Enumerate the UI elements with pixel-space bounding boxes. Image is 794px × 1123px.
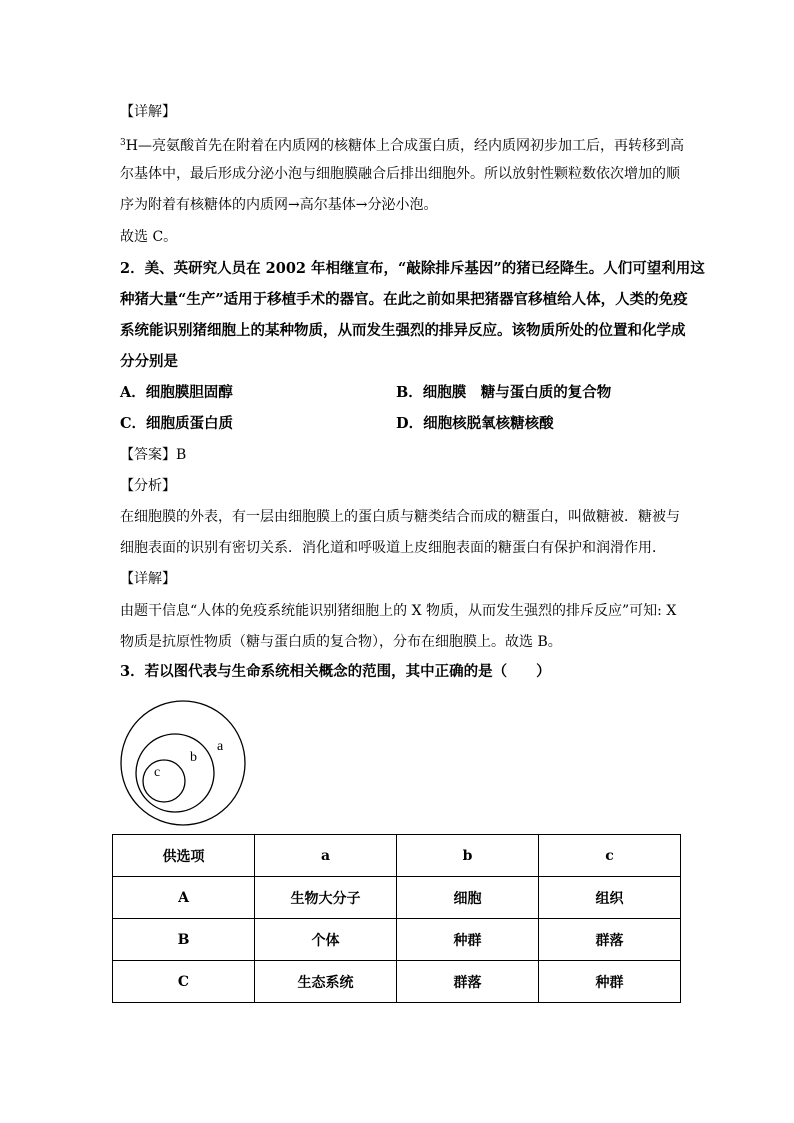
table-row <box>113 919 681 961</box>
option-b: B．细胞膜 糖与蛋白质的复合物 <box>396 384 612 401</box>
table-header-cell: 供选项 <box>113 835 255 877</box>
detail-line-2: 尔基体中，最后形成分泌小泡与细胞膜融合后排出细胞外。所以放射性颗粒数依次增加的顺 <box>120 166 680 182</box>
table-cell: 种群 <box>539 961 681 1003</box>
question-2-line-1: 2．美、英研究人员在 2002 年相继宣布，“敲除排斥基因”的猪已经降生。人们可望利用这 <box>120 260 705 277</box>
option-c: C．细胞质蛋白质 <box>120 415 234 432</box>
table-header-row <box>113 835 681 877</box>
table-header-cell: a <box>255 835 397 877</box>
table-cell: C <box>113 961 255 1003</box>
analysis-line-2: 细胞表面的识别有密切关系．消化道和呼吸道上皮细胞表面的糖蛋白有保护和润滑作用． <box>120 540 666 556</box>
table-cell: A <box>113 877 255 919</box>
question-2-line-4: 分分别是 <box>120 353 178 370</box>
circle-b <box>136 734 214 812</box>
table-cell: 种群 <box>397 919 539 961</box>
table-cell: B <box>113 919 255 961</box>
question-2-line-3: 系统能识别猪细胞上的某种物质，从而发生强烈的排异反应。该物质所处的位置和化学成 <box>120 322 686 339</box>
detail-heading-1: 【详解】 <box>120 104 176 120</box>
conclusion-1: 故选 C。 <box>120 229 178 245</box>
detail-line-3: 序为附着有核糖体的内质网→高尔基体→分泌小泡。 <box>120 197 438 213</box>
question-3: 3．若以图代表与生命系统相关概念的范围，其中正确的是（ ） <box>120 663 551 680</box>
table-header-cell: b <box>397 835 539 877</box>
detail-line-1: $^3$H—亮氨酸首先在附着在内质网的核糖体上合成蛋白质，经内质网初步加工后，再转移到高 <box>120 138 684 154</box>
table-row <box>113 877 681 919</box>
circle-a <box>121 701 245 825</box>
detail-2-line-2: 物质是抗原性物质（糖与蛋白质的复合物），分布在细胞膜上。故选 B。 <box>120 634 562 650</box>
table-cell: 生物大分子 <box>255 877 397 919</box>
options-table <box>112 834 681 1003</box>
concept-venn-diagram <box>118 700 258 830</box>
table-cell: 组织 <box>539 877 681 919</box>
option-d: D．细胞核脱氧核糖核酸 <box>396 415 554 432</box>
label-a: a <box>217 739 224 754</box>
analysis-heading: 【分析】 <box>120 478 176 494</box>
detail-heading-2: 【详解】 <box>120 571 176 587</box>
table-header-cell: c <box>539 835 681 877</box>
table-cell: 生态系统 <box>255 961 397 1003</box>
option-a: A．细胞膜胆固醇 <box>120 384 233 401</box>
table-cell: 细胞 <box>397 877 539 919</box>
label-b: b <box>190 750 197 765</box>
circle-c <box>143 760 185 802</box>
superscript-3: 3 <box>120 138 126 148</box>
table-row <box>113 961 681 1003</box>
question-2-line-2: 种猪大量“生产”适用于移植手术的器官。在此之前如果把猪器官移植给人体，人类的免疫 <box>120 291 688 308</box>
detail-2-line-1: 由题干信息“人体的免疫系统能识别猪细胞上的 X 物质，从而发生强烈的排斥反应”可知: X <box>120 603 677 619</box>
table-cell: 群落 <box>397 961 539 1003</box>
analysis-line-1: 在细胞膜的外表，有一层由细胞膜上的蛋白质与糖类结合而成的糖蛋白，叫做糖被．糖被与 <box>120 509 680 525</box>
answer-2: 【答案】B <box>120 447 187 463</box>
table-cell: 群落 <box>539 919 681 961</box>
label-c: c <box>154 765 161 780</box>
table-cell: 个体 <box>255 919 397 961</box>
